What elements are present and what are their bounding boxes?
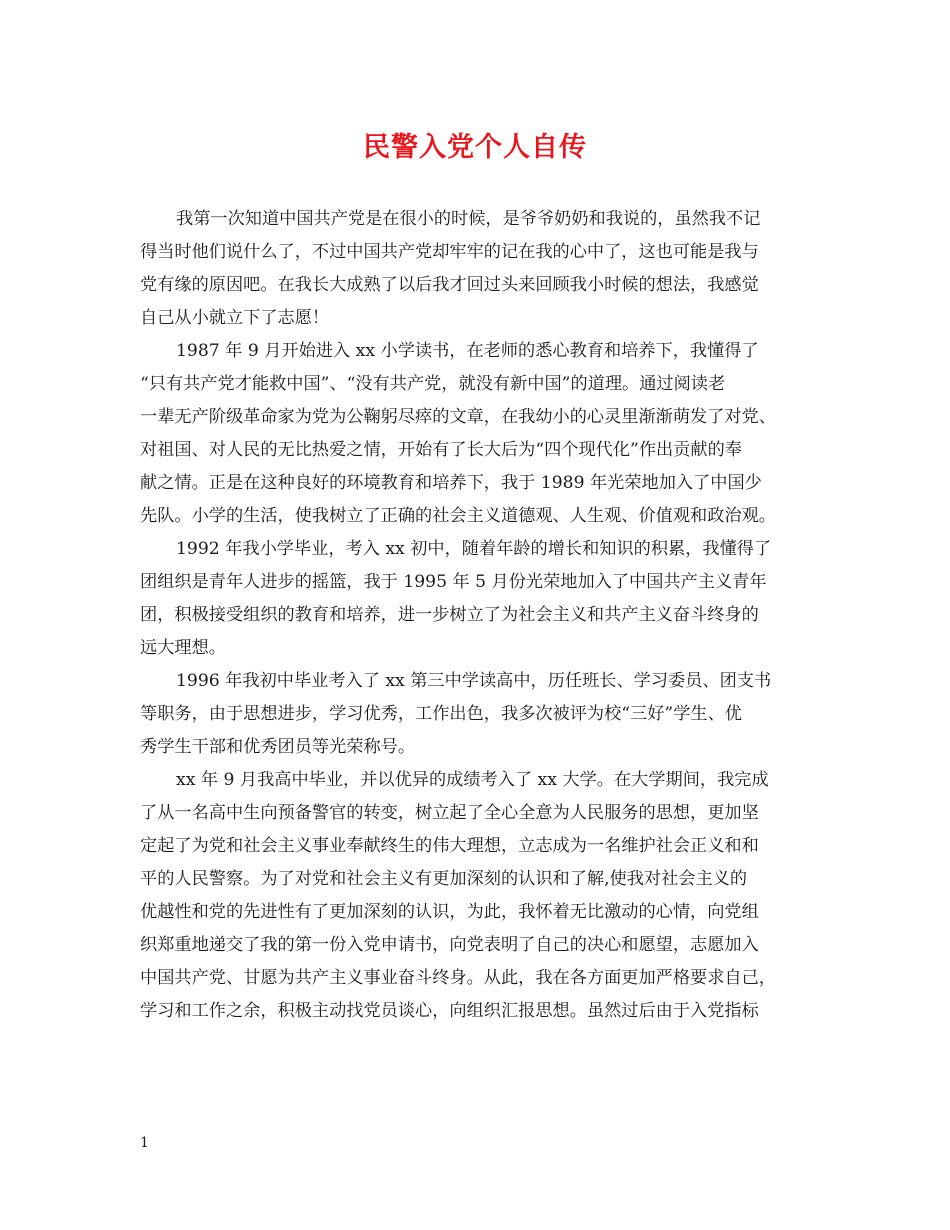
- text-line: 1996 年我初中毕业考入了 xx 第三中学读高中，历任班长、学习委员、团支书: [176, 671, 772, 691]
- text-line: 先队。小学的生活，使我树立了正确的社会主义道德观、人生观、价值观和政治观。: [140, 506, 776, 526]
- text-line: 党有缘的原因吧。在我长大成熟了以后我才回过头来回顾我小时候的想法，我感觉: [140, 275, 759, 295]
- text-line: 等职务，由于思想进步，学习优秀，工作出色，我多次被评为校“三好”学生、优: [140, 704, 742, 724]
- text-line: 一辈无产阶级革命家为党为公鞠躬尽瘁的文章，在我幼小的心灵里渐渐萌发了对党、: [140, 407, 776, 427]
- text-line: 定起了为党和社会主义事业奉献终生的伟大理想，立志成为一名维护社会正义和和: [140, 836, 759, 856]
- text-line: 远大理想。: [140, 638, 226, 658]
- text-line: 我第一次知道中国共产党是在很小的时候，是爷爷奶奶和我说的，虽然我不记: [176, 209, 761, 229]
- text-line: 团组织是青年人进步的摇篮，我于 1995 年 5 月份光荣地加入了中国共产主义青年: [140, 572, 767, 592]
- text-line: 平的人民警察。为了对党和社会主义有更加深刻的认识和了解,使我对社会主义的: [140, 869, 748, 889]
- text-line: 1987 年 9 月开始进入 xx 小学读书，在老师的悉心教育和培养下，我懂得了: [176, 341, 759, 361]
- text-line: 自己从小就立下了志愿！: [140, 308, 330, 328]
- text-line: 团，积极接受组织的教育和培养，进一步树立了为社会主义和共产主义奋斗终身的: [140, 605, 759, 625]
- text-line: 了从一名高中生向预备警官的转变，树立起了全心全意为人民服务的思想，更加坚: [140, 803, 759, 823]
- text-line: 秀学生干部和优秀团员等光荣称号。: [140, 737, 416, 757]
- text-line: 中国共产党、甘愿为共产主义事业奋斗终身。从此，我在各方面更加严格要求自己，: [140, 968, 776, 988]
- page-number: 1: [140, 1135, 149, 1151]
- text-line: 献之情。正是在这种良好的环境教育和培养下，我于 1989 年光荣地加入了中国少: [140, 473, 762, 493]
- text-line: 得当时他们说什么了，不过中国共产党却牢牢的记在我的心中了，这也可能是我与: [140, 242, 759, 262]
- text-line: 对祖国、对人民的无比热爱之情，开始有了长大后为“四个现代化”作出贡献的奉: [140, 440, 742, 460]
- document-title: 民警入党个人自传: [363, 132, 587, 163]
- text-line: 织郑重地递交了我的第一份入党申请书，向党表明了自己的决心和愿望，志愿加入: [140, 935, 759, 955]
- text-line: 1992 年我小学毕业，考入 xx 初中，随着年龄的增长和知识的积累，我懂得了: [176, 539, 772, 559]
- text-line: 优越性和党的先进性有了更加深刻的认识，为此，我怀着无比激动的心情，向党组: [140, 902, 759, 922]
- document-body: [140, 203, 812, 1028]
- text-line: xx 年 9 月我高中毕业，并以优异的成绩考入了 xx 大学。在大学期间，我完成: [176, 770, 769, 790]
- text-line: “只有共产党才能救中国”、“没有共产党，就没有新中国”的道理。通过阅读老: [140, 374, 726, 394]
- text-line: 学习和工作之余，积极主动找党员谈心，向组织汇报思想。虽然过后由于入党指标: [140, 1001, 759, 1021]
